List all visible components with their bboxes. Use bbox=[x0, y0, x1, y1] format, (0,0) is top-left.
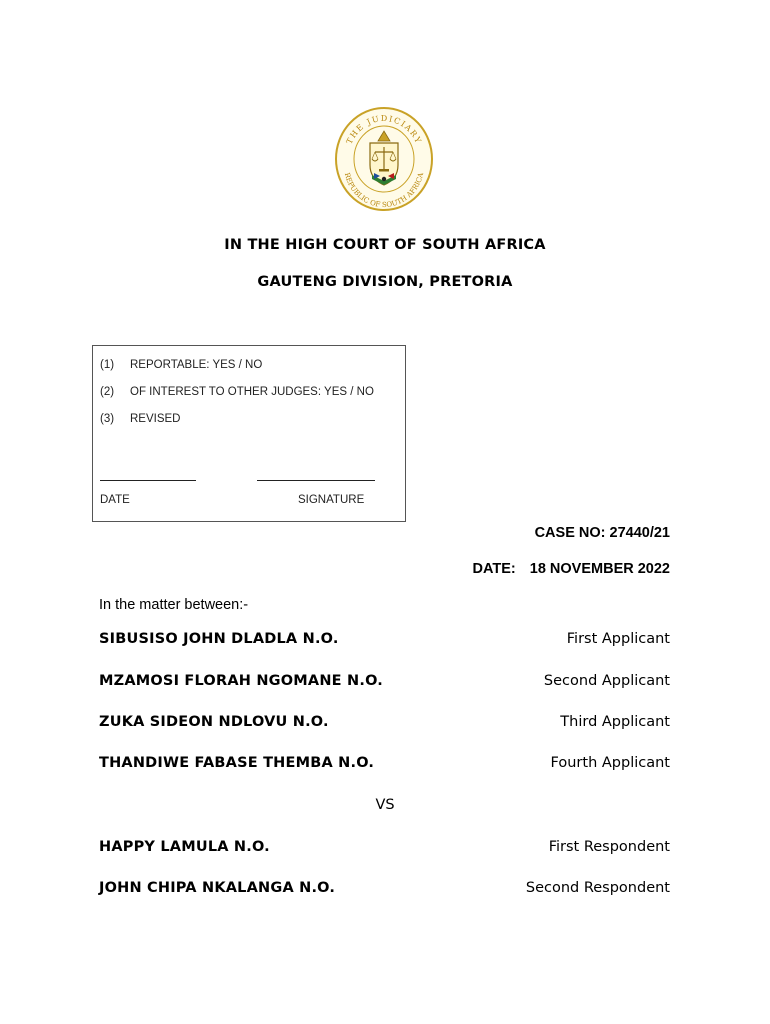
seal-bottom-text: REPUBLIC OF SOUTH AFRICA bbox=[342, 171, 426, 210]
party-role: Third Applicant bbox=[560, 714, 670, 730]
party-role: Second Respondent bbox=[525, 880, 670, 896]
item-number: (1) bbox=[100, 359, 115, 371]
case-number-line bbox=[535, 525, 670, 541]
date-label: DATE bbox=[100, 494, 130, 506]
party-name: THANDIWE FABASE THEMBA N.O. bbox=[99, 755, 375, 771]
court-division: GAUTENG DIVISION, PRETORIA bbox=[257, 274, 513, 290]
party-name: JOHN CHIPA NKALANGA N.O. bbox=[99, 880, 336, 896]
item-number: (3) bbox=[100, 413, 115, 425]
party-name: SIBUSISO JOHN DLADLA N.O. bbox=[99, 631, 339, 647]
item-text: OF INTEREST TO OTHER JUDGES: YES / NO bbox=[130, 386, 374, 398]
signature-label: SIGNATURE bbox=[298, 494, 365, 506]
party-role: Second Applicant bbox=[543, 673, 670, 689]
case-number-label: CASE NO: bbox=[534, 525, 606, 541]
versus-text: VS bbox=[375, 797, 395, 813]
date-label: DATE: bbox=[472, 561, 516, 577]
item-number: (2) bbox=[100, 386, 115, 398]
party-name: MZAMOSI FLORAH NGOMANE N.O. bbox=[99, 673, 383, 689]
signature-line bbox=[257, 480, 375, 481]
seal-top-text: THE JUDICIARY bbox=[344, 113, 424, 146]
matter-intro: In the matter between:- bbox=[99, 597, 249, 613]
party-role: Fourth Applicant bbox=[550, 755, 670, 771]
item-text: REPORTABLE: YES / NO bbox=[130, 359, 263, 371]
party-name: ZUKA SIDEON NDLOVU N.O. bbox=[99, 714, 329, 730]
court-name: IN THE HIGH COURT OF SOUTH AFRICA bbox=[224, 237, 546, 253]
case-number-value: 27440/21 bbox=[609, 525, 670, 541]
reportable-item bbox=[100, 359, 262, 371]
interest-item bbox=[100, 386, 374, 398]
date-value: 18 NOVEMBER 2022 bbox=[529, 561, 670, 577]
party-name: HAPPY LAMULA N.O. bbox=[99, 839, 270, 855]
party-role: First Applicant bbox=[566, 631, 670, 647]
revised-item bbox=[100, 413, 181, 425]
item-text: REVISED bbox=[130, 413, 181, 425]
judiciary-seal-icon bbox=[334, 103, 434, 211]
reportable-box bbox=[92, 345, 406, 522]
date-line bbox=[100, 480, 196, 481]
party-role: First Respondent bbox=[548, 839, 670, 855]
judgment-date-line bbox=[473, 561, 670, 577]
